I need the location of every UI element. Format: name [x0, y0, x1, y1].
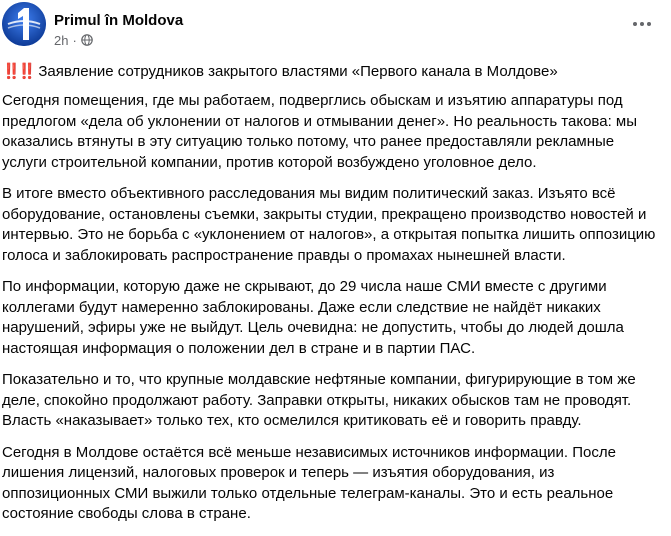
- post-meta: [54, 32, 93, 48]
- double-exclamation-icon: ‼️‼️: [2, 63, 34, 80]
- page-avatar[interactable]: [2, 2, 46, 46]
- post-paragraph: По информации, которую даже не скрывают, до 29 числа наше СМИ вместе с другими коллегами будут намеренно заблокированы. Даже если следствие не найдёт никаких нарушений, эфиры уже не выйдут. Цель очевидна: не допустить, чтобы до людей дошла настоящая информация о положении дел в стране и в партии ПАС.: [2, 278, 624, 357]
- post-paragraph: Показательно и то, что крупные молдавские нефтяные компании, фигурирующие в том же деле, спокойно продолжают работу. Заправки открыты, никаких обысков там не проводят. Власть «наказывает» только тех, кто осмелился критиковать её и говорить правду.: [2, 371, 636, 429]
- post-body: [2, 61, 662, 536]
- more-options-icon: [647, 22, 651, 26]
- globe-icon[interactable]: [81, 34, 93, 46]
- post-time[interactable]: 2h: [54, 32, 69, 48]
- post-paragraph: В итоге вместо объективного расследования мы видим политический заказ. Изъято всё оборудование, остановлены съемки, закрыты студии, прекращено производство новостей и интервью. Это не борьба с «уклонением от налогов», а открытая попытка лишить оппозицию голоса и заблокировать распространение правды о промахах нынешней власти.: [2, 185, 656, 264]
- channel-1-logo-icon: [2, 2, 46, 46]
- post-header: [0, 0, 671, 58]
- post-headline-text: Заявление сотрудников закрытого властями «Первого канала в Молдове»: [38, 63, 558, 80]
- post-paragraph: Сегодня помещения, где мы работаем, подверглись обыскам и изъятию аппаратуры под предлогом «дела об уклонении от налогов и отмывании денег». Но реальность такова: мы оказались втянуты в эту ситуацию только потому, что ранее предоставляли рекламные услуги строительной компании, против которой возбуждено уголовное дело.: [2, 92, 637, 171]
- more-options-icon: [633, 22, 637, 26]
- separator-dot: ·: [72, 32, 77, 48]
- page-name[interactable]: Primul în Moldova: [54, 12, 184, 29]
- more-options-icon: [640, 22, 644, 26]
- post-headline: [2, 61, 662, 82]
- more-options-button[interactable]: [633, 18, 655, 30]
- post-paragraph: Сегодня в Молдове остаётся всё меньше независимых источников информации. После лишения лицензий, налоговых проверок и теперь — изъятия оборудования, из оппозиционных СМИ выжили только отдельные телеграм-каналы. Это и есть реальное состояние свободы слова в стране.: [2, 443, 616, 522]
